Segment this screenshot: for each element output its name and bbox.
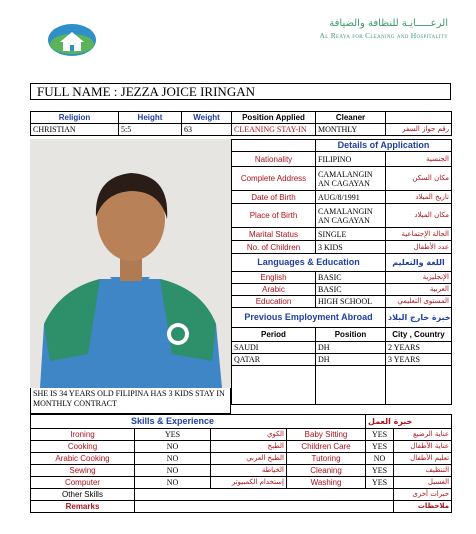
- marital-label: Marital Status: [232, 228, 316, 241]
- skill-cooking: Cooking: [31, 441, 135, 453]
- nationality-label-arabic: الجنسية: [386, 152, 452, 167]
- applicant-photo-image: [30, 139, 231, 388]
- employment-title-arabic: خبرة خارج البلاد: [386, 308, 452, 328]
- address-label-arabic: مكان السكن: [386, 167, 452, 191]
- pob-label-arabic: مكان الميلاد: [386, 204, 452, 228]
- position-header: Position Applied: [232, 112, 316, 124]
- skill-cleaning-value: YES: [366, 465, 394, 477]
- education-label: Education: [232, 296, 316, 308]
- skill-ironing-arabic: الكوي: [211, 429, 287, 441]
- employment-title: Previous Employment Abroad: [232, 308, 386, 328]
- education-value: HIGH SCHOOL: [316, 296, 386, 308]
- full-name: FULL NAME : JEZZA JOICE IRINGAN: [30, 83, 451, 100]
- arabic-label: Arabic: [232, 284, 316, 296]
- children-label: No. of Children: [232, 241, 316, 254]
- nationality-value: FILIPINO: [316, 152, 386, 167]
- height-header: Height: [119, 112, 182, 124]
- weight-header: Weight: [182, 112, 232, 124]
- skills-title-arabic: خبرة العمل: [366, 415, 452, 429]
- employment-city: 2 YEARS: [386, 342, 452, 354]
- summary-table: [30, 111, 452, 136]
- skill-baby-sitting: Baby Sitting: [287, 429, 366, 441]
- employment-period: QATAR: [232, 354, 316, 366]
- languages-title: Languages & Education: [232, 254, 386, 272]
- employment-row: [232, 342, 452, 354]
- dob-value: AUG/8/1991: [316, 191, 386, 204]
- passport-label-arabic: رقم جواز السفر: [386, 124, 452, 136]
- details-title: Details of Application: [316, 140, 452, 152]
- children-label-arabic: عدد الأطفال: [386, 241, 452, 254]
- remarks-label: Remarks: [31, 501, 135, 513]
- english-value: BASIC: [316, 272, 386, 284]
- skills-row: [31, 465, 452, 477]
- city-country-header: City , Country: [386, 328, 452, 342]
- employment-city: 3 YEARS: [386, 354, 452, 366]
- skills-row: [31, 477, 452, 489]
- skill-ironing: Ironing: [31, 429, 135, 441]
- nationality-label: Nationality: [232, 152, 316, 167]
- employment-position: DH: [316, 354, 386, 366]
- period-header: Period: [232, 328, 316, 342]
- pob-label: Place of Birth: [232, 204, 316, 228]
- summary-header-row: [31, 112, 452, 124]
- arabic-value: BASIC: [316, 284, 386, 296]
- contract-value: MONTHLY: [316, 124, 386, 136]
- address-label: Complete Address: [232, 167, 316, 191]
- arabic-label-arabic: العربية: [386, 284, 452, 296]
- company-name-english: Al Reaya for Cleaning and Hospitality: [319, 31, 448, 40]
- children-value: 3 KIDS: [316, 241, 386, 254]
- skill-sewing-value: NO: [135, 465, 211, 477]
- remarks-label-arabic: ملاحظات: [394, 501, 452, 513]
- skills-row: [31, 429, 452, 441]
- employment-position: DH: [316, 342, 386, 354]
- skill-baby-sitting-arabic: عناية الرضيع: [394, 429, 452, 441]
- skill-computer-value: NO: [135, 477, 211, 489]
- skill-computer-arabic: إستخدام الكمبيوتر: [211, 477, 287, 489]
- address-value: CAMALANGIN AN CAGAYAN: [316, 167, 386, 191]
- applicant-summary: SHE IS 34 YEARS OLD FILIPINA HAS 3 KIDS STAY IN MONTHLY CONTRACT: [30, 388, 231, 414]
- english-label: English: [232, 272, 316, 284]
- details-table: [231, 139, 452, 405]
- education-label-arabic: المستوى التعليمي: [386, 296, 452, 308]
- religion-value: CHRISTIAN: [31, 124, 119, 136]
- skill-ironing-value: YES: [135, 429, 211, 441]
- skills-row: [31, 453, 452, 465]
- pob-value: CAMALANGIN AN CAGAYAN: [316, 204, 386, 228]
- height-value: 5:5: [119, 124, 182, 136]
- skill-tutoring: Tutoring: [287, 453, 366, 465]
- marital-label-arabic: الحالة الإجتماعية: [386, 228, 452, 241]
- skill-sewing: Sewing: [31, 465, 135, 477]
- cleaner-header: Cleaner: [316, 112, 386, 124]
- employment-row: [232, 354, 452, 366]
- weight-value: 63: [182, 124, 232, 136]
- skill-washing-arabic: الغسيل: [394, 477, 452, 489]
- languages-title-arabic: اللغة والتعليم: [386, 254, 452, 272]
- dob-label-arabic: تاريخ الميلاد: [386, 191, 452, 204]
- skill-washing: Washing: [287, 477, 366, 489]
- marital-value: SINGLE: [316, 228, 386, 241]
- skill-computer: Computer: [31, 477, 135, 489]
- skill-cooking-value: NO: [135, 441, 211, 453]
- skill-tutoring-arabic: تعليم الأطفال: [394, 453, 452, 465]
- skill-arabic-cooking-value: NO: [135, 453, 211, 465]
- skills-title: Skills & Experience: [31, 415, 366, 429]
- skill-children-care-value: YES: [366, 441, 394, 453]
- skill-washing-value: YES: [366, 477, 394, 489]
- company-name: [319, 18, 448, 41]
- skill-sewing-arabic: الخياطة: [211, 465, 287, 477]
- employment-period: SAUDI: [232, 342, 316, 354]
- skills-table: [30, 414, 452, 513]
- position-value: CLEANING STAY-IN: [232, 124, 316, 136]
- skill-children-care: Children Care: [287, 441, 366, 453]
- religion-header: Religion: [31, 112, 119, 124]
- other-skills-label-arabic: خبرات أخرى: [394, 489, 452, 501]
- skills-row: [31, 441, 452, 453]
- applicant-photo: [30, 139, 231, 388]
- skill-cleaning: Cleaning: [287, 465, 366, 477]
- dob-label: Date of Birth: [232, 191, 316, 204]
- skill-cooking-arabic: الطبخ: [211, 441, 287, 453]
- emp-position-header: Position: [316, 328, 386, 342]
- skill-arabic-cooking-arabic: الطبخ العربي: [211, 453, 287, 465]
- skill-arabic-cooking: Arabic Cooking: [31, 453, 135, 465]
- skill-children-care-arabic: عناية الأطفال: [394, 441, 452, 453]
- other-skills-label: Other Skills: [31, 489, 135, 501]
- skill-cleaning-arabic: التنظيف: [394, 465, 452, 477]
- company-logo: [46, 22, 98, 58]
- skill-tutoring-value: NO: [366, 453, 394, 465]
- english-label-arabic: الإنجليزية: [386, 272, 452, 284]
- summary-value-row: [31, 124, 452, 136]
- skill-baby-sitting-value: YES: [366, 429, 394, 441]
- company-name-arabic: الرعـــــايـة للنظافة والضيافة: [329, 18, 448, 29]
